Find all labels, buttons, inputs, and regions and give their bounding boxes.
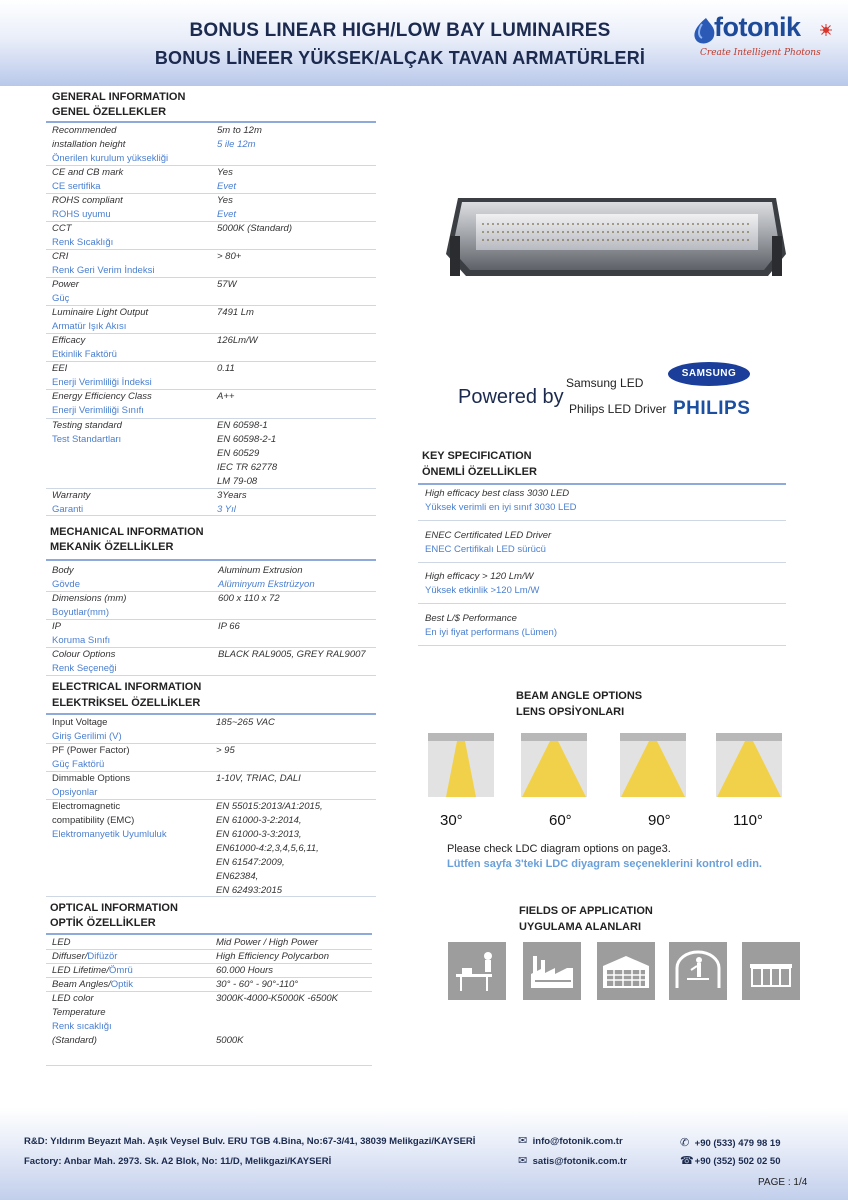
title-english: BONUS LINEAR HIGH/LOW BAY LUMINAIRES [189, 20, 611, 41]
keyspec-item: High efficacy best class 3030 LED [425, 488, 570, 499]
general-row-label-tr: Garanti [52, 504, 84, 515]
beam-cone-shape [446, 741, 476, 797]
beam-cone-shape [522, 741, 586, 797]
general-row-label-tr: Güç [52, 293, 70, 304]
optical-row-value: Mid Power / High Power [216, 937, 318, 948]
mechanical-row-value-tr: Alüminyum Ekstrüzyon [218, 579, 315, 590]
general-row-label: Energy Efficiency Class [52, 391, 152, 402]
optical-row-label-2: (Standard) [52, 1035, 97, 1046]
mechanical-row-value: IP 66 [218, 621, 240, 632]
keyspec-item: Best L/$ Performance [425, 613, 517, 624]
row-separator [418, 645, 786, 646]
electrical-row-label-tr: Elektromanyetik Uyumluluk [52, 829, 167, 840]
phone-office-text: +90 (352) 502 02 50 [694, 1156, 781, 1167]
optical-label-en: Diffuser/ [52, 951, 88, 962]
mechanical-row-label-tr: Koruma Sınıfı [52, 635, 111, 646]
mechanical-row-label: IP [52, 621, 61, 632]
general-row-value: Yes [217, 167, 233, 178]
general-rule [46, 121, 376, 123]
general-row-value: EN 60598-1 EN 60598-2-1 EN 60529 IEC TR 62778 LM 79-08 [217, 420, 278, 487]
mechanical-row-label: Body [52, 565, 74, 576]
email-sales[interactable] [518, 1154, 627, 1167]
keyspec-item-tr: Yüksek verimli en iyi sınıf 3030 LED [425, 502, 577, 513]
ldc-note-tr: Lütfen sayfa 3'teki LDC diyagram seçeneklerini kontrol edin. [447, 858, 762, 870]
general-row-label: Recommended installation height [52, 125, 126, 150]
electrical-row-label-tr: Güç Faktörü [52, 759, 105, 770]
phone-mobile [680, 1136, 780, 1149]
general-row-label-tr: ROHS uyumu [52, 209, 111, 220]
general-row-value-tr: 5 ile 12m [217, 139, 256, 150]
general-row-label: Testing standard [52, 420, 122, 431]
optical-row-value: 30° - 60° - 90°-110° [216, 979, 299, 990]
optical-row-value: 3000K-4000-K5000K -6500K [216, 993, 339, 1004]
row-separator [46, 896, 376, 897]
general-row-label-tr: Enerji Verimliliği Sınıfı [52, 405, 144, 416]
optical-row-label-tr: Renk sıcaklığı [52, 1021, 112, 1032]
optical-label-en: LED Lifetime/ [52, 965, 110, 976]
general-row-value: 57W [217, 279, 237, 290]
mechanical-title-en: MECHANICAL INFORMATION [50, 526, 204, 538]
beam-30-label: 30° [440, 812, 463, 829]
logo-wordmark: fotonik [714, 12, 801, 42]
beam-title-tr: LENS OPSİYONLARI [516, 706, 625, 718]
philips-logo: PHILIPS [673, 398, 751, 419]
electrical-row-label: Electromagnetic compatibility (EMC) [52, 801, 135, 826]
general-row-value-tr: Evet [217, 181, 237, 192]
general-title-tr: GENEL ÖZELLEKLER [52, 106, 167, 118]
row-separator [46, 675, 376, 676]
general-row-label: CRI [52, 251, 69, 262]
general-row-label-tr: Test Standartları [52, 434, 122, 445]
email-info-text: info@fotonik.com.tr [532, 1136, 623, 1147]
row-separator [46, 1065, 372, 1066]
row-separator [46, 515, 376, 516]
general-row-label-tr: Önerilen kurulum yüksekliği [52, 153, 169, 164]
beam-60-label: 60° [549, 812, 572, 829]
general-row-value: 3Years [217, 490, 247, 501]
general-row-value: A++ [217, 391, 235, 402]
mechanical-row-value: 600 x 110 x 72 [218, 593, 280, 604]
envelope-icon: ✉ [518, 1135, 528, 1147]
fields-title-en: FIELDS OF APPLICATION [519, 905, 653, 917]
philips-label: Philips LED Driver [569, 402, 667, 416]
mechanical-rule [46, 559, 376, 561]
general-title-en: GENERAL INFORMATION [52, 91, 186, 103]
optical-row-value: High Efficiency Polycarbon [216, 951, 329, 962]
general-row-value: 5m to 12m [217, 125, 262, 136]
keyspec-title-en: KEY SPECIFICATION [422, 450, 532, 462]
mechanical-row-label: Dimensions (mm) [52, 593, 127, 604]
general-row-label-tr: CE sertifika [52, 181, 101, 192]
store-icon [742, 942, 800, 1000]
powered-by-text: Powered by [458, 386, 564, 408]
mechanical-row-label-tr: Renk Seçeneği [52, 663, 117, 674]
general-row-label-tr: Renk Sıcaklığı [52, 237, 114, 248]
title-turkish: BONUS LİNEER YÜKSEK/ALÇAK TAVAN ARMATÜRLERİ [154, 48, 646, 68]
keyspec-item: ENEC Certificated LED Driver [425, 530, 552, 541]
beam-90-diagram [620, 733, 686, 797]
samsung-label: Samsung LED [566, 376, 644, 390]
general-row-label-tr: Etkinlik Faktörü [52, 349, 117, 360]
general-row-value-tr: Evet [217, 209, 237, 220]
keyspec-title-tr: ÖNEMLİ ÖZELLİKLER [422, 466, 537, 478]
mechanical-row-value: BLACK RAL9005, GREY RAL9007 [218, 649, 366, 660]
row-separator [418, 603, 786, 604]
optical-label-tr: Difüzör [87, 951, 118, 962]
greenhouse-icon [669, 942, 727, 1000]
electrical-row-value: 1-10V, TRIAC, DALI [216, 773, 301, 784]
mechanical-title-tr: MEKANİK ÖZELLİKLER [50, 541, 174, 553]
row-separator [418, 520, 786, 521]
general-row-label-tr: Armatür Işık Akısı [52, 321, 127, 332]
keyspec-rule [418, 483, 786, 485]
general-row-value: > 80+ [217, 251, 242, 262]
product-image [446, 192, 786, 284]
beam-cone [620, 733, 686, 797]
general-row-label: CCT [52, 223, 72, 234]
optical-row-label [52, 964, 212, 978]
mechanical-row-label-tr: Gövde [52, 579, 80, 590]
electrical-rule [46, 713, 376, 715]
factory-icon [523, 942, 581, 1000]
factory-address: Factory: Anbar Mah. 2973. Sk. A2 Blok, No: 11/D, Melikgazi/KAYSERİ [24, 1156, 332, 1167]
general-row-label-tr: Renk Geri Verim İndeksi [52, 265, 155, 276]
keyspec-item-tr: ENEC Certifikalı LED sürücü [425, 544, 546, 555]
general-row-value: 126Lm/W [217, 335, 258, 346]
electrical-row-label: Input Voltage [52, 717, 108, 728]
general-row-label: ROHS compliant [52, 195, 123, 206]
samsung-logo: SAMSUNG [668, 362, 750, 386]
optical-title-tr: OPTİK ÖZELLİKLER [50, 917, 156, 929]
mechanical-row-value: Aluminum Extrusion [218, 565, 303, 576]
optical-title-en: OPTICAL INFORMATION [50, 902, 178, 914]
general-row-value: 7491 Lm [217, 307, 254, 318]
envelope-icon: ✉ [518, 1155, 528, 1167]
electrical-row-value: > 95 [216, 745, 235, 756]
beam-cone [428, 733, 494, 797]
mechanical-row-label-tr: Boyutlar(mm) [52, 607, 110, 618]
general-row-value: 0.11 [217, 363, 235, 374]
beam-title-en: BEAM ANGLE OPTIONS [516, 690, 643, 702]
optical-row-label [52, 950, 212, 964]
optical-label-tr: Optik [110, 979, 133, 990]
electrical-row-value: 185~265 VAC [216, 717, 275, 728]
electrical-row-label: Dimmable Options [52, 773, 131, 784]
optical-label-tr: Ömrü [109, 965, 133, 976]
beam-cone [521, 733, 587, 797]
general-row-label-tr: Enerji Verimliliği İndeksi [52, 377, 152, 388]
beam-110-diagram [716, 733, 782, 797]
electrical-row-value: EN 55015:2013/A1:2015, EN 61000-3-2:2014, EN 61000-3-3:2013, EN61000-4:2,3,4,5,6,11, EN 61547:2009, EN62384, EN 62493:2015 [216, 801, 323, 896]
ldc-note-en: Please check LDC diagram options on page3. [447, 843, 671, 855]
warehouse-icon [597, 942, 655, 1000]
phone-icon: ✆ [680, 1137, 690, 1149]
rd-address: R&D: Yıldırım Beyazıt Mah. Aşık Veysel Bulv. ERU TGB 4.Bina, No:67-3/41, 38039 Melikgazi/KAYSERİ [24, 1136, 476, 1147]
keyspec-item-tr: En iyi fiyat performans (Lümen) [425, 627, 557, 638]
optical-label-en: Beam Angles/ [52, 979, 111, 990]
general-row-value: 5000K (Standard) [217, 223, 292, 234]
email-sales-text: satis@fotonik.com.tr [532, 1156, 627, 1167]
optical-row-value-2: 5000K [216, 1035, 244, 1046]
fields-title-tr: UYGULAMA ALANLARI [519, 921, 642, 933]
row-separator [418, 562, 786, 563]
optical-rule [46, 933, 372, 935]
page-number: PAGE : 1/4 [758, 1177, 808, 1188]
beam-30-diagram [428, 733, 494, 797]
general-row-label: CE and CB mark [52, 167, 124, 178]
phone-mobile-text: +90 (533) 479 98 19 [694, 1138, 781, 1149]
beam-90-label: 90° [648, 812, 671, 829]
page-header [0, 0, 848, 86]
electrical-title-tr: ELEKTRİKSEL ÖZELLİKLER [52, 697, 201, 709]
workshop-icon [448, 942, 506, 1000]
general-row-label: Luminaire Light Output [52, 307, 149, 318]
optical-row-label [52, 978, 212, 992]
fotonik-logo [690, 10, 840, 72]
beam-110-label: 110° [733, 812, 763, 829]
telephone-icon: ☎ [680, 1155, 694, 1167]
electrical-title-en: ELECTRICAL INFORMATION [52, 681, 202, 693]
general-row-label: Warranty [52, 490, 91, 501]
general-row-label: EEI [52, 363, 68, 374]
optical-row-label: LED [52, 937, 71, 948]
beam-cone-shape [621, 741, 685, 797]
general-row-value: Yes [217, 195, 233, 206]
logo-star-icon [820, 24, 832, 36]
general-row-label: Power [52, 279, 79, 290]
beam-cone [716, 733, 782, 797]
optical-row-value: 60.000 Hours [216, 965, 274, 976]
phone-office [680, 1154, 780, 1167]
mechanical-row-label: Colour Options [52, 649, 116, 660]
optical-row-label: LED color Temperature [52, 993, 106, 1018]
beam-60-diagram [521, 733, 587, 797]
email-info[interactable] [518, 1134, 623, 1147]
electrical-row-label-tr: Opsiyonlar [52, 787, 98, 798]
electrical-row-label-tr: Giriş Gerilimi (V) [52, 731, 122, 742]
general-row-value-tr: 3 Yıl [217, 504, 236, 515]
logo-slogan: Create Intelligent Photons [700, 48, 821, 58]
beam-cone-shape [717, 741, 781, 797]
electrical-row-label: PF (Power Factor) [52, 745, 130, 756]
keyspec-item: High efficacy > 120 Lm/W [425, 571, 534, 582]
general-row-label: Efficacy [52, 335, 86, 346]
keyspec-item-tr: Yüksek etkinlik >120 Lm/W [425, 585, 540, 596]
